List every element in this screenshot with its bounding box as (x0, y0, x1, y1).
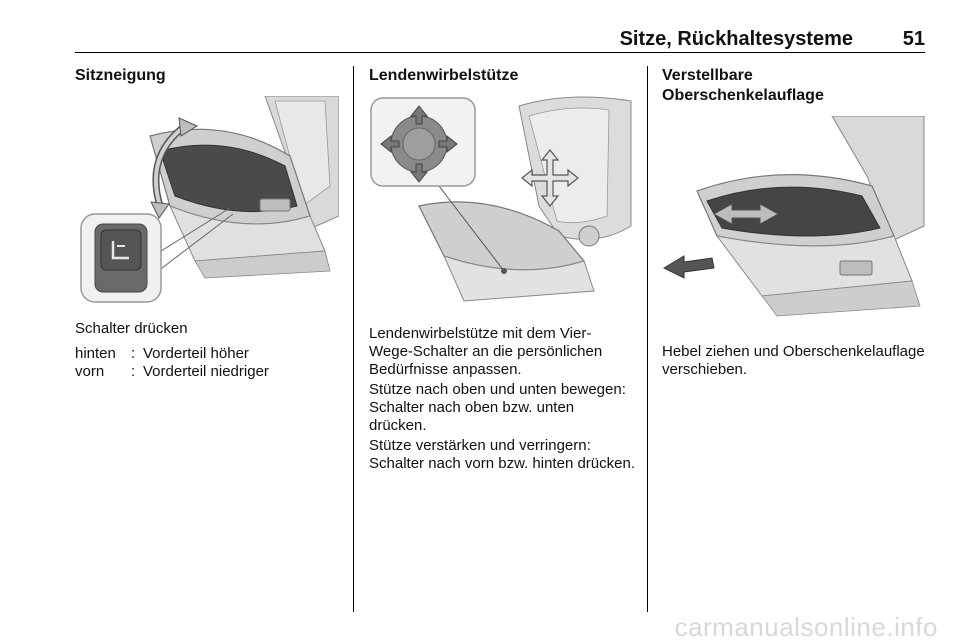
section-heading-thigh-line1: Verstellbare (662, 67, 753, 84)
column-lumbar (369, 66, 635, 86)
thigh-paragraph-1: Hebel ziehen und Oberschenkelauflage verschieben. (662, 343, 925, 378)
section-heading-thigh-line2: Oberschenkelauflage (662, 87, 824, 104)
page-header (75, 26, 925, 52)
definition-separator: : (131, 363, 136, 380)
lumbar-paragraph-3: Stütze verstärken und verringern: Schalter nach vorn bzw. hinten drücken. (369, 437, 635, 472)
definition-term: hinten (75, 345, 116, 362)
section-heading-lumbar: Lendenwirbelstütze (369, 67, 519, 84)
seat-tilt-definitions (75, 345, 343, 381)
thigh-support-illustration (662, 116, 926, 326)
definition-term: vorn (75, 363, 105, 380)
definition-desc: Vorderteil niedriger (143, 363, 269, 380)
lumbar-support-illustration (369, 96, 633, 306)
column-divider-1 (353, 66, 354, 612)
column-thigh-support (662, 66, 926, 106)
lumbar-paragraph-1: Lendenwirbelstütze mit dem Vier-Wege-Schalter an die persönlichen Bedürfnisse anpassen. (369, 325, 603, 378)
lumbar-paragraph-2: Stütze nach oben und unten bewegen: Schalter nach oben bzw. unten drücken. (369, 381, 626, 434)
page-number: 51 (902, 28, 925, 50)
column-divider-2 (647, 66, 648, 612)
seat-tilt-illustration (75, 96, 339, 306)
header-rule (75, 52, 925, 53)
column-seat-tilt (75, 66, 343, 86)
chapter-title: Sitze, Rückhaltesysteme (619, 28, 853, 50)
section-heading-seat-tilt: Sitzneigung (75, 67, 166, 84)
definition-row (75, 363, 343, 381)
definition-desc: Vorderteil höher (143, 345, 249, 362)
definition-row (75, 345, 343, 363)
definition-separator: : (131, 345, 136, 362)
watermark: carmanualsonline.info (674, 612, 938, 642)
seat-tilt-instruction: Schalter drücken (75, 320, 188, 337)
